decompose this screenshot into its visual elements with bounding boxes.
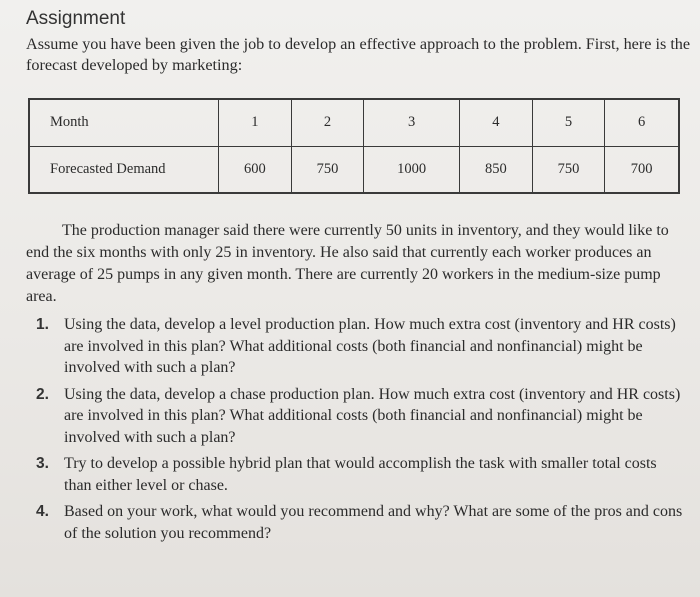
- forecast-table: [28, 98, 680, 194]
- question-number: 1.: [36, 316, 49, 333]
- intro-text: Assume you have been given the job to develop an effective approach to the problem. First, here is the forecast developed by marketing:: [26, 35, 691, 74]
- table-row-demand: [29, 146, 679, 193]
- question-item: [26, 384, 686, 449]
- question-item: [26, 314, 686, 379]
- question-number: 3.: [36, 455, 49, 472]
- question-text: Based on your work, what would you recommend and why? What are some of the pros and cons of the solution you recommend?: [64, 503, 683, 542]
- demand-cell: 700: [605, 146, 679, 193]
- question-list: [26, 314, 686, 549]
- question-number: 4.: [36, 503, 49, 520]
- demand-cell: 600: [219, 146, 292, 193]
- month-cell: 2: [291, 99, 364, 146]
- demand-cell: 750: [291, 146, 364, 193]
- question-text: Try to develop a possible hybrid plan that would accomplish the task with smaller total costs than either level or chase.: [64, 455, 657, 494]
- table-row-month: [29, 99, 679, 146]
- production-paragraph: [26, 220, 686, 308]
- demand-cell: 750: [532, 146, 605, 193]
- question-item: [26, 453, 686, 496]
- month-cell: 5: [532, 99, 605, 146]
- row-label-demand: Forecasted Demand: [29, 146, 219, 193]
- month-cell: 1: [219, 99, 292, 146]
- question-text: Using the data, develop a level production plan. How much extra cost (inventory and HR costs) are involved in this plan? What additional costs (both financial and nonfinancial) might be involved with such a plan?: [64, 316, 676, 376]
- demand-cell: 1000: [364, 146, 460, 193]
- month-cell: 6: [605, 99, 679, 146]
- month-cell: 3: [364, 99, 460, 146]
- page-title: Assignment: [26, 8, 126, 29]
- question-text: Using the data, develop a chase production plan. How much extra cost (inventory and HR costs) are involved in this plan? What additional costs (both financial and nonfinancial) might be involved with such a plan?: [64, 385, 681, 446]
- row-label-month: Month: [29, 99, 219, 146]
- month-cell: 4: [460, 99, 533, 146]
- demand-cell: 850: [460, 146, 533, 193]
- paragraph-text: The production manager said there were currently 50 units in inventory, and they would like to end the six months with only 25 in inventory. He also said that currently each worker produces an average of 25 pumps in any given month. There are currently 20 workers in the medium-size pump area.: [26, 222, 669, 305]
- question-number: 2.: [36, 385, 49, 403]
- question-item: [26, 501, 686, 544]
